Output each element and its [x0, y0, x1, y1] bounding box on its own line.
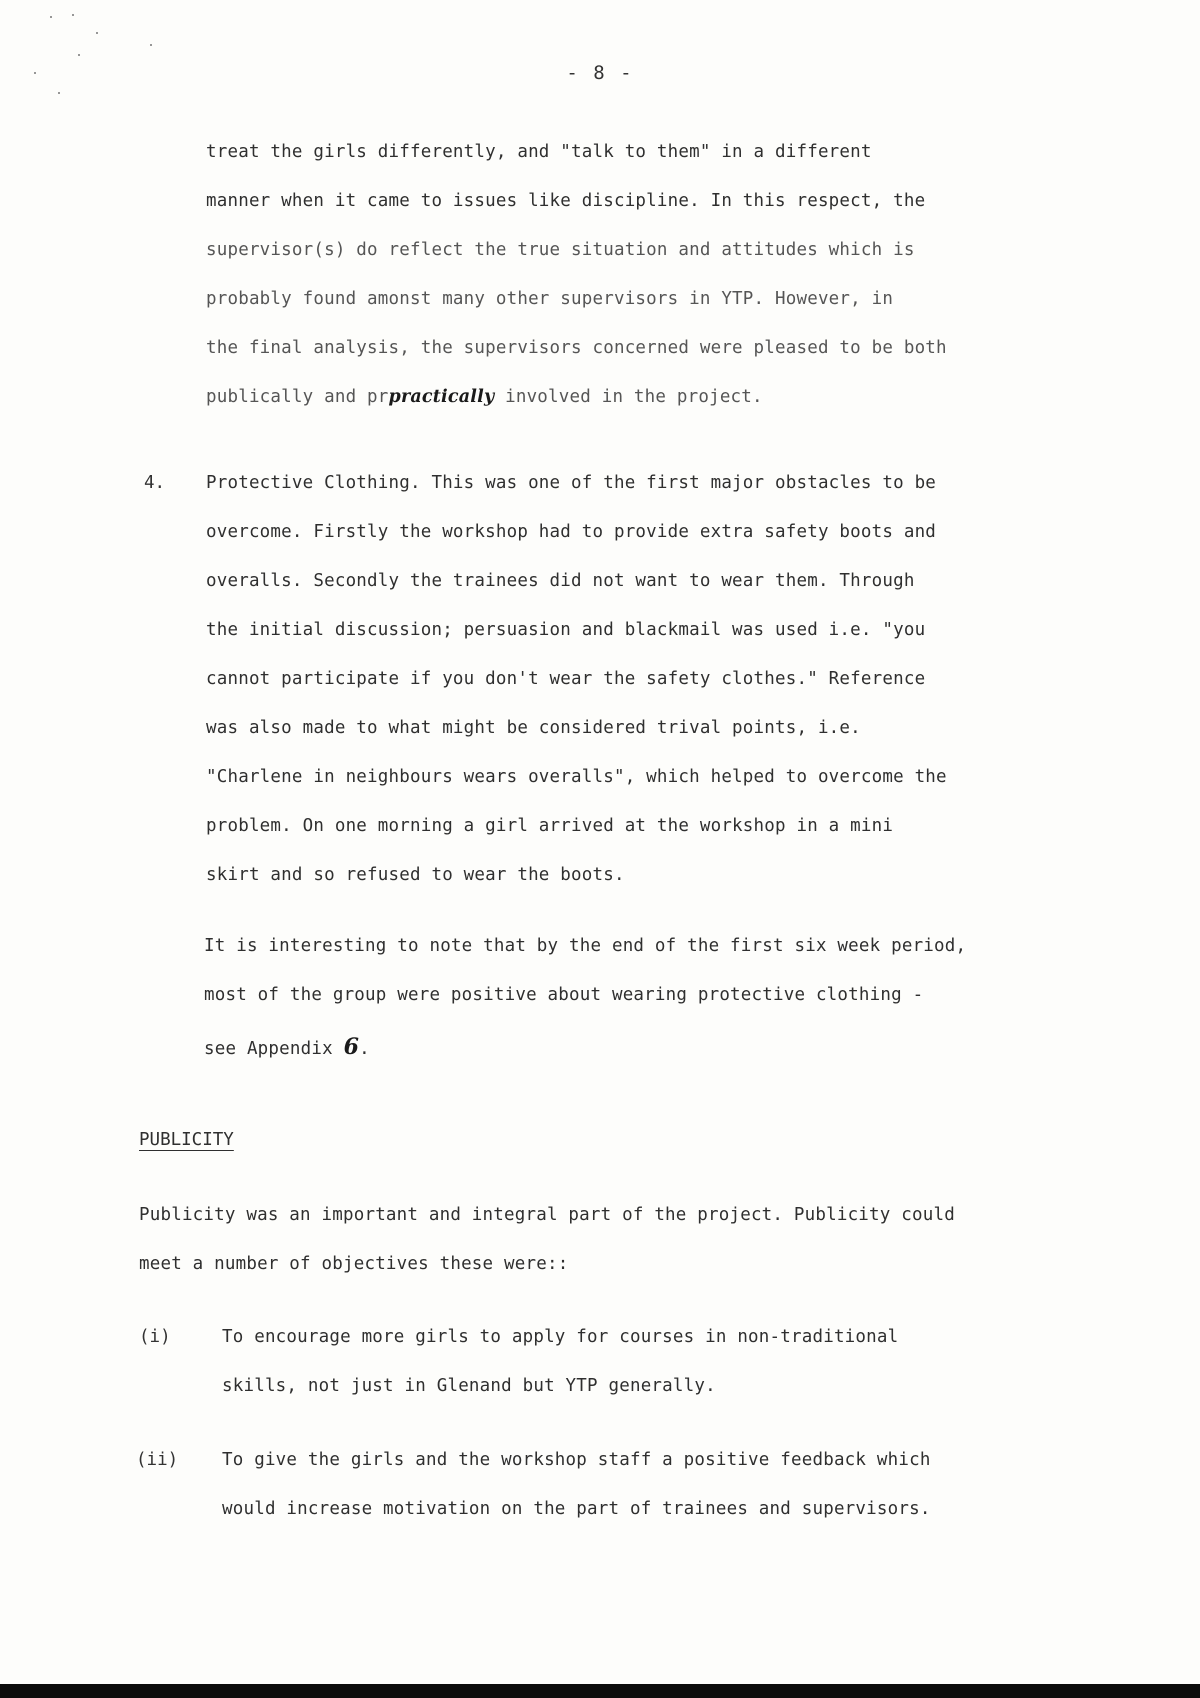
scan-speck: [96, 32, 98, 34]
body-line: overcome. Firstly the workshop had to provide extra safety boots and: [206, 522, 937, 542]
body-line: supervisor(s) do reflect the true situation and attitudes which is: [206, 240, 915, 260]
page-number: - 8 -: [566, 62, 634, 84]
scan-speck: [50, 16, 52, 18]
body-line: manner when it came to issues like discipline. In this respect, the: [206, 191, 926, 211]
scan-speck: [72, 14, 74, 16]
body-line: To give the girls and the workshop staff a positive feedback which: [222, 1450, 931, 1470]
body-line: Publicity was an important and integral part of the project. Publicity could: [139, 1205, 955, 1225]
body-line: [206, 387, 763, 407]
body-line: the final analysis, the supervisors concerned were pleased to be both: [206, 338, 947, 358]
body-line: was also made to what might be considered trival points, i.e.: [206, 718, 861, 738]
body-line: cannot participate if you don't wear the safety clothes." Reference: [206, 669, 926, 689]
objective-marker: (ii): [136, 1450, 179, 1470]
objective-marker: (i): [139, 1327, 171, 1347]
body-text: .: [359, 1039, 370, 1059]
handwritten-appendix-number: 6: [343, 1034, 360, 1060]
body-line: meet a number of objectives these were::: [139, 1254, 569, 1274]
scan-bottom-edge: [0, 1684, 1200, 1698]
body-line: overalls. Secondly the trainees did not want to wear them. Through: [206, 571, 915, 591]
body-line: [204, 1034, 370, 1060]
body-line: skirt and so refused to wear the boots.: [206, 865, 625, 885]
body-line: skills, not just in Glenand but YTP generally.: [222, 1376, 716, 1396]
body-line: would increase motivation on the part of trainees and supervisors.: [222, 1499, 931, 1519]
body-line: the initial discussion; persuasion and blackmail was used i.e. "you: [206, 620, 926, 640]
section-heading: PUBLICITY: [139, 1130, 234, 1150]
handwritten-correction: practically: [388, 387, 495, 407]
body-text: see Appendix: [204, 1039, 344, 1059]
body-text: publically and pr: [206, 387, 389, 407]
body-text: involved in the project.: [494, 387, 763, 407]
body-line: problem. On one morning a girl arrived at the workshop in a mini: [206, 816, 894, 836]
body-line: It is interesting to note that by the end of the first six week period,: [204, 936, 967, 956]
body-line: Protective Clothing. This was one of the first major obstacles to be: [206, 473, 937, 493]
scan-speck: [58, 92, 60, 94]
scan-speck: [150, 44, 152, 46]
body-line: most of the group were positive about wearing protective clothing -: [204, 985, 924, 1005]
body-line: treat the girls differently, and "talk to them" in a different: [206, 142, 872, 162]
item-number: 4.: [144, 473, 166, 493]
body-line: To encourage more girls to apply for courses in non-traditional: [222, 1327, 899, 1347]
body-line: probably found amonst many other supervisors in YTP. However, in: [206, 289, 894, 309]
body-line: "Charlene in neighbours wears overalls", which helped to overcome the: [206, 767, 947, 787]
scan-speck: [78, 54, 80, 56]
